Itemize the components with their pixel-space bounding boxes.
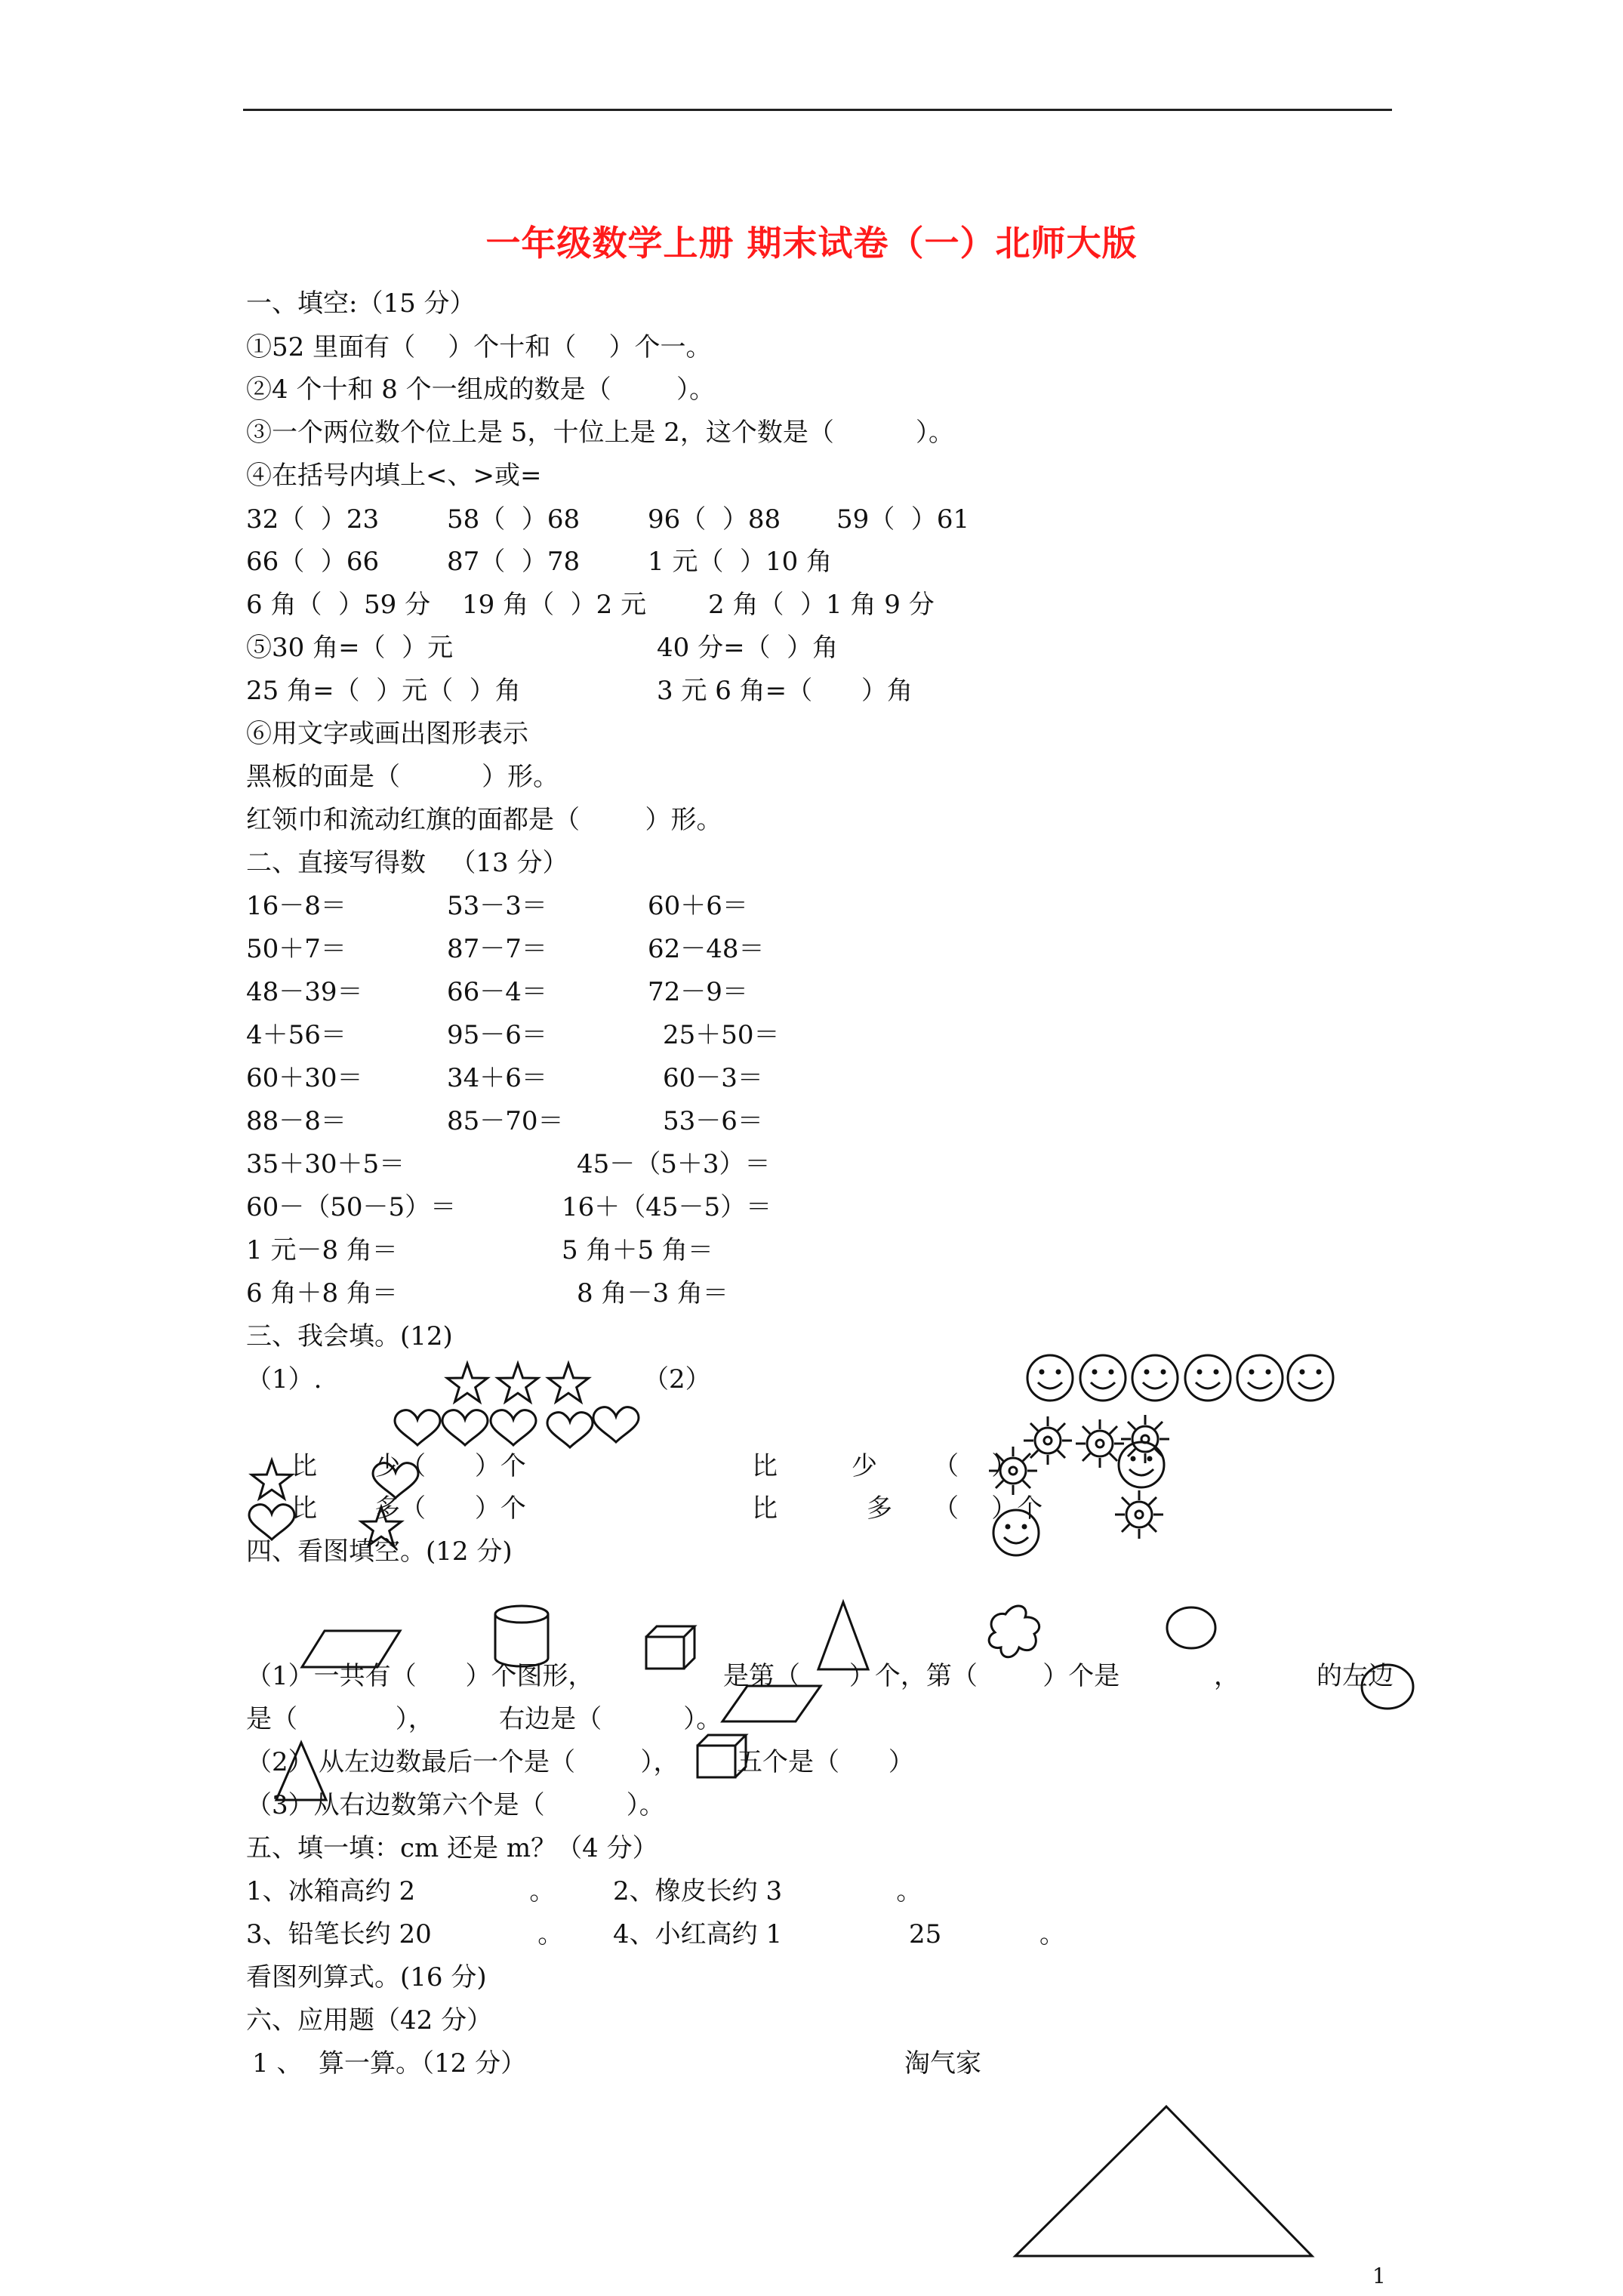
page-title: 一年级数学上册 期末试卷（一）北师大版	[485, 223, 1138, 264]
s4-q2c: 五个是（ ）	[737, 1747, 914, 1777]
smiley-face-icon	[1132, 1355, 1178, 1401]
s3-l1a: 比	[291, 1451, 317, 1481]
heart-icon	[593, 1407, 639, 1442]
s3-r2c: （ ）个	[933, 1493, 1043, 1524]
calc-item: 5 角＋5 角＝	[562, 1235, 713, 1265]
calc-item: 50＋7＝	[246, 934, 346, 964]
parallelogram-shape	[722, 1686, 821, 1721]
smiley-face-icon	[1027, 1355, 1073, 1401]
calc-item: 85－70＝	[447, 1106, 564, 1136]
s1-q6: ⑥用文字或画出图形表示	[246, 719, 528, 749]
cmp-item: 59（ ）61	[836, 504, 970, 535]
sun-icon	[1024, 1416, 1072, 1465]
star-icon	[447, 1364, 487, 1402]
heart-icon	[249, 1505, 294, 1539]
s1-q6a: 黑板的面是（ ）形。	[246, 762, 559, 792]
cmp-item: 1 元（ ）10 角	[648, 547, 833, 577]
s5-d2: 25 。	[909, 1919, 1065, 1949]
cmp-item: 6 角（ ）59 分	[246, 590, 431, 620]
circle-shape	[1362, 1665, 1413, 1709]
cmp-item: 66（ ）66	[246, 547, 380, 577]
page-number: 1	[1372, 2264, 1386, 2288]
s1-q5b: 40 分=（ ）角	[657, 633, 839, 663]
flower-shape	[989, 1606, 1039, 1657]
smiley-face-icon	[1288, 1355, 1333, 1401]
calc-item: 60＋6＝	[648, 891, 748, 921]
calc-item: 66－4＝	[447, 977, 547, 1007]
s3-l2b: 多（ ）个	[374, 1493, 526, 1524]
calc-item: 60－（50－5）＝	[246, 1192, 457, 1222]
heart-icon	[547, 1413, 593, 1447]
s4-q1d: 的左边	[1317, 1661, 1394, 1691]
sun-icon	[1076, 1419, 1124, 1468]
star-icon	[361, 1507, 401, 1546]
heart-icon	[491, 1410, 536, 1445]
s3-r2b: 多	[867, 1493, 892, 1524]
house-label: 淘气家	[904, 2048, 981, 2079]
star-icon	[251, 1460, 291, 1499]
s4-q3: （3）从右边数第六个是（ ）。	[246, 1790, 665, 1820]
cmp-item: 87（ ）78	[447, 547, 581, 577]
calc-item: 62－48＝	[648, 934, 765, 964]
s3-r1a: 比	[752, 1451, 778, 1481]
s1-q5c: 25 角=（ ）元（ ）角	[246, 676, 521, 706]
s1-q5d: 3 元 6 角=（ ）角	[657, 676, 913, 706]
s3-heading: 三、我会填。(12)	[246, 1321, 453, 1351]
s5-a: 1、冰箱高约 2 。	[246, 1876, 556, 1906]
calc-item: 53－6＝	[663, 1106, 763, 1136]
cube-shape	[646, 1626, 694, 1669]
calc-item: 45－（5＋3）＝	[577, 1149, 771, 1179]
s5-b: 2、橡皮长约 3 。	[613, 1876, 922, 1906]
sun-icon	[989, 1447, 1037, 1495]
calc-item: 16－8＝	[246, 891, 346, 921]
smiley-face-icon	[1080, 1355, 1126, 1401]
s1-q4: ④在括号内填上<、>或=	[246, 461, 542, 491]
calc-item: 34＋6＝	[447, 1063, 547, 1093]
s3-r1c: （ ）	[933, 1451, 1018, 1481]
cmp-item: 32（ ）23	[246, 504, 380, 535]
calc-item: 25＋50＝	[663, 1020, 780, 1050]
star-icon	[548, 1364, 588, 1402]
calc-item: 6 角＋8 角＝	[246, 1278, 398, 1308]
triangle-shape	[276, 1743, 326, 1800]
triangle-shape	[818, 1602, 868, 1669]
s4-q1: （1）一共有（ ）个图形，	[246, 1661, 594, 1691]
s3-l2a: 比	[291, 1493, 317, 1524]
s5-heading: 五、填一填：cm 还是 m？（4 分）	[246, 1833, 658, 1863]
calc-item: 35＋30＋5＝	[246, 1149, 405, 1179]
calc-item: 1 元－8 角＝	[246, 1235, 398, 1265]
s4-q1c: ，	[1214, 1661, 1240, 1691]
s1-q5a: ⑤30 角=（ ）元	[246, 633, 454, 663]
s-pic-heading: 看图列算式。(16 分)	[246, 1962, 487, 1992]
star-icon	[497, 1364, 537, 1402]
s4-q1e: 是（ ）， 右边是（ ）。	[246, 1704, 722, 1734]
cmp-item: 19 角（ ）2 元	[462, 590, 647, 620]
cmp-item: 58（ ）68	[447, 504, 581, 535]
sun-icon	[1121, 1415, 1169, 1463]
sun-icon	[1115, 1490, 1163, 1539]
cube-shape	[698, 1735, 746, 1777]
s5-d: 4、小红高约 1	[613, 1919, 783, 1949]
house-triangle-shape	[1015, 2106, 1312, 2256]
s3-part1: （1）.	[246, 1364, 322, 1395]
calc-item: 88－8＝	[246, 1106, 346, 1136]
calc-item: 8 角－3 角＝	[577, 1278, 728, 1308]
s3-l1b: 少（ ）个	[374, 1451, 526, 1481]
calc-item: 87－7＝	[447, 934, 547, 964]
s4-heading: 四、看图填空。(12 分)	[246, 1536, 513, 1567]
s4-q1b: 是第（ ）个，第（ ）个是	[723, 1661, 1120, 1691]
heart-icon	[395, 1410, 440, 1445]
s3-part2: （2）	[643, 1364, 711, 1395]
calc-item: 72－9＝	[648, 977, 748, 1007]
cylinder-shape	[495, 1606, 548, 1666]
s6-heading: 六、应用题（42 分）	[246, 2005, 493, 2036]
circle-shape	[1167, 1607, 1215, 1648]
s1-q1: ①52 里面有（ ）个十和（ ）个一。	[246, 332, 712, 362]
cmp-item: 96（ ）88	[648, 504, 781, 535]
s4-q2b: 从左边数最后一个是（ ），	[319, 1747, 679, 1777]
s5-c: 3、铅笔长约 20 。	[246, 1919, 564, 1949]
cmp-item: 2 角（ ）1 角 9 分	[708, 590, 935, 620]
s2-heading: 二、直接写得数 （13 分）	[246, 848, 568, 878]
calc-item: 48－39＝	[246, 977, 363, 1007]
s3-r2a: 比	[752, 1493, 778, 1524]
calc-item: 16＋（45－5）＝	[562, 1192, 772, 1222]
s1-q3: ③一个两位数个位上是 5，十位上是 2，这个数是（ ）。	[246, 418, 954, 448]
heart-icon	[373, 1463, 418, 1498]
s1-q2: ②4 个十和 8 个一组成的数是（ ）。	[246, 374, 716, 405]
calc-item: 60＋30＝	[246, 1063, 363, 1093]
calc-item: 60－3＝	[663, 1063, 763, 1093]
s6-q1: 1 、 算一算。（12 分）	[252, 2048, 527, 2079]
smiley-face-icon	[1185, 1355, 1230, 1401]
heart-icon	[442, 1410, 488, 1445]
calc-item: 4＋56＝	[246, 1020, 346, 1050]
s1-q6b: 红领巾和流动红旗的面都是（ ）形。	[246, 805, 722, 835]
smiley-face-icon	[1119, 1442, 1164, 1487]
s4-q2a: （2）	[246, 1747, 314, 1777]
smiley-face-icon	[1237, 1355, 1283, 1401]
smiley-face-icon	[993, 1510, 1039, 1555]
calc-item: 95－6＝	[447, 1020, 547, 1050]
parallelogram-shape	[302, 1631, 400, 1667]
s1-heading: 一、填空:（15 分）	[246, 288, 476, 319]
calc-item: 53－3＝	[447, 891, 547, 921]
s3-r1b: 少	[852, 1451, 877, 1481]
